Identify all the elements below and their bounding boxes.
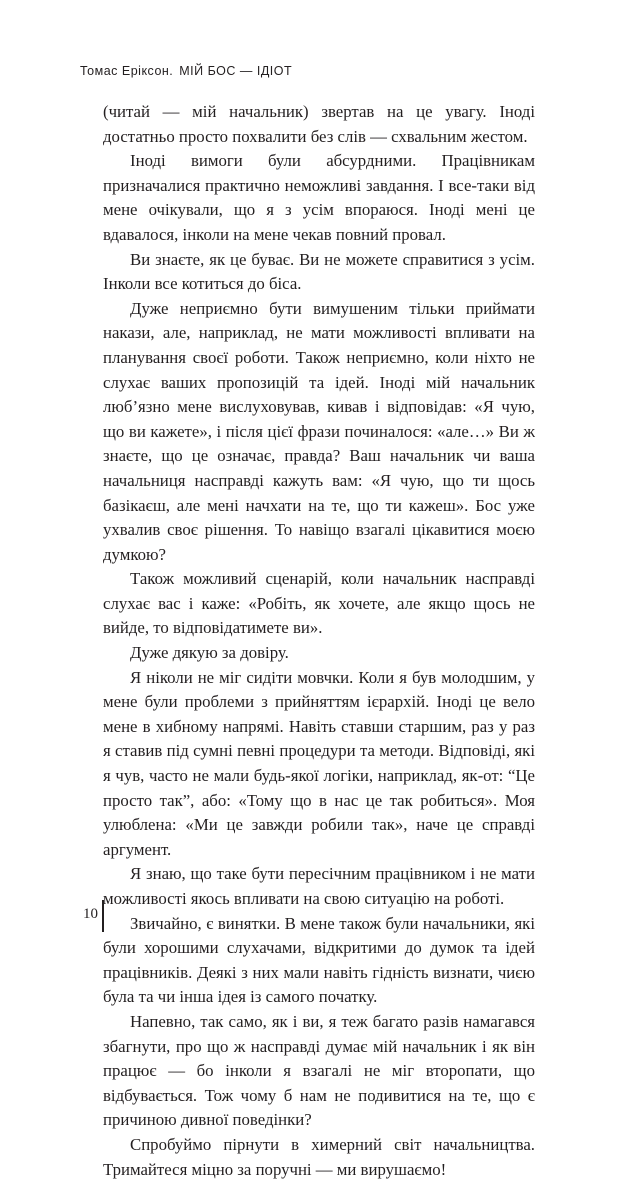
- header-author: Томас Еріксон.: [80, 64, 174, 78]
- paragraph: Звичайно, є винятки. В мене також були начальники, які були хорошими слухачами, відкритими до думок та ідей працівників. Деякі з них мали навіть гідність визнати, чиєю була та чи інша ідея із самого початку.: [103, 913, 535, 1007]
- paragraph: Ви знаєте, як це буває. Ви не можете справитися з усім. Інколи все котиться до біса.: [103, 249, 535, 294]
- paragraph: Також можливий сценарій, коли начальник насправді слухає вас і каже: «Робіть, як хочете, але якщо щось не вийде, то відповідатимете ви».: [103, 569, 535, 638]
- paragraph: Дуже неприємно бути вимушеним тільки приймати накази, але, наприклад, не мати можливості впливати на планування своєї роботи. Також неприємно, коли ніхто не слухає ваших пропозицій та ідей. Іноді мій начальник люб’язно мене вислуховував, кивав і відповідав: «Я чую, що ви кажете», і після цієї фрази починалося: «але…» Ви ж знаєте, що це означає, правда? Ваш начальник чи ваша начальниця насправді кажуть вам: «Я чую, що ти щось базікаєш, але мені начхати на те, що ти кажеш». Бос уже ухвалив своє рішення. То навіщо взагалі цікавитися моєю думкою?: [103, 298, 535, 564]
- body-text: [103, 100, 535, 1182]
- paragraph: Напевно, так само, як і ви, я теж багато разів намагався збагнути, про що ж насправді думає мій начальник і як він працює — бо інколи я взагалі не міг второпати, що відбувається. Тож чому б нам не подивитися на те, що є причиною дивної поведінки?: [103, 1011, 535, 1130]
- header-title: МІЙ БОС — ІДІОТ: [179, 64, 293, 78]
- paragraph: Іноді вимоги були абсурдними. Працівникам призначалися практично неможливі завдання. І все-таки від мене очікували, що я з усім впораюся. Іноді мені це вдавалося, інколи на мене чекав повний провал.: [103, 151, 535, 244]
- paragraph: Я ніколи не міг сидіти мовчки. Коли я був молодшим, у мене були проблеми з прийняттям ієрархій. Іноді це вело мене в хибному напрямі. Навіть ставши старшим, раз у раз я ставив під сумні певні процедури та методи. Відповіді, які я чув, часто не мали будь-якої логіки, наприклад, як-от: “Це просто так”, або: «Тому що в нас це так робиться». Моя улюблена: «Ми це завжди робили так», наче це справді аргумент.: [103, 667, 535, 859]
- folio-rule: [102, 900, 104, 932]
- paragraph: Дуже дякую за довіру.: [130, 643, 289, 663]
- paragraph: Я знаю, що таке бути пересічним працівником і не мати можливості якось впливати на свою ситуацію на роботі.: [103, 864, 535, 908]
- running-header: [80, 64, 292, 78]
- page-number: 10: [83, 906, 98, 922]
- paragraph: (читай — мій начальник) звертав на це увагу. Іноді достатньо просто похвалити без слів — схвальним жестом.: [103, 102, 535, 146]
- paragraph: Спробуймо пірнути в химерний світ начальництва. Тримайтеся міцно за поручні — ми вирушаємо!: [103, 1134, 535, 1179]
